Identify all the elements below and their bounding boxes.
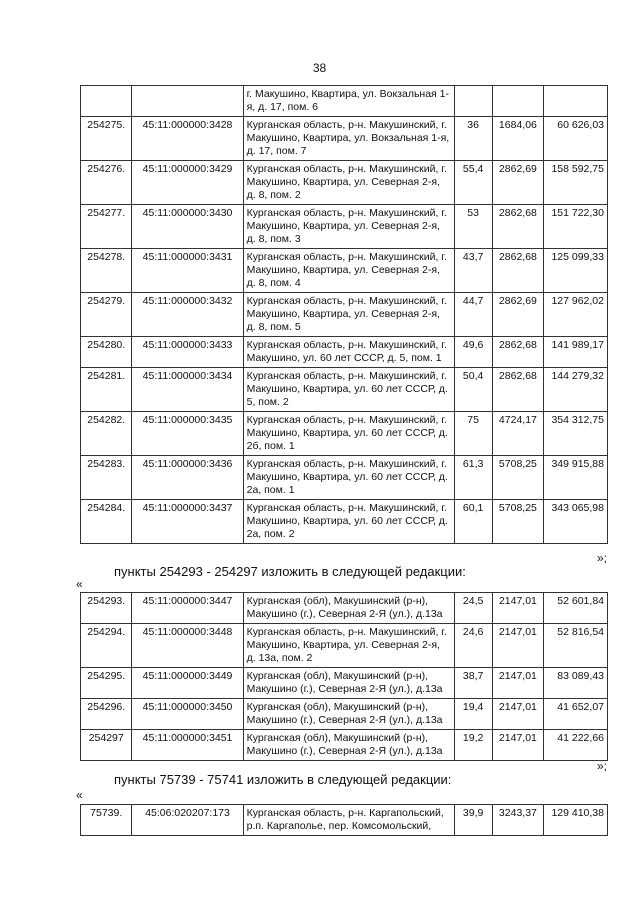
cadastral-number-cell: 45:11:000000:3450 — [132, 699, 243, 730]
cadastral-number-cell: 45:11:000000:3429 — [132, 161, 243, 205]
area-cell: 50,4 — [454, 368, 492, 412]
table-row — [81, 412, 608, 456]
area-cell: 38,7 — [454, 668, 492, 699]
amendment-paragraph: пункты 75739 - 75741 изложить в следующей редакции: — [114, 772, 452, 787]
cadastral-cost-cell: 125 099,33 — [544, 249, 608, 293]
unit-price-cell: 1684,06 — [492, 117, 543, 161]
row-number-cell: 254281. — [81, 368, 132, 412]
table-row — [81, 624, 608, 668]
address-cell: г. Макушино, Квартира, ул. Вокзальная 1-я, д. 17, пом. 6 — [243, 86, 454, 117]
address-cell: Курганская (обл), Макушинский (р-н), Макушино (г.), Северная 2-Я (ул.), д.13а — [243, 699, 454, 730]
page-number: 38 — [312, 61, 327, 75]
area-cell: 61,3 — [454, 456, 492, 500]
cadastral-number-cell: 45:11:000000:3435 — [132, 412, 243, 456]
table-row — [81, 456, 608, 500]
unit-price-cell: 4724,17 — [492, 412, 543, 456]
unit-price-cell: 2147,01 — [492, 730, 543, 761]
closing-quote: »; — [597, 551, 608, 565]
unit-price-cell — [492, 86, 543, 117]
row-number-cell: 254277. — [81, 205, 132, 249]
address-cell: Курганская область, р-н. Макушинский, г. Макушино, Квартира, ул. 60 лет СССР, д. 2а, пом. 1 — [243, 456, 454, 500]
area-cell: 44,7 — [454, 293, 492, 337]
row-number-cell: 254293. — [81, 593, 132, 624]
unit-price-cell: 3243,37 — [492, 805, 543, 836]
table-body — [81, 593, 608, 761]
address-cell: Курганская область, р-н. Макушинский, г. Макушино, Квартира, ул. Северная 2-я, д. 8, пом. 5 — [243, 293, 454, 337]
cadastral-cost-cell: 343 065,98 — [544, 500, 608, 544]
cadastral-number-cell: 45:11:000000:3449 — [132, 668, 243, 699]
cadastral-cost-cell: 129 410,38 — [544, 805, 608, 836]
cadastral-number-cell: 45:11:000000:3432 — [132, 293, 243, 337]
area-cell — [454, 86, 492, 117]
cadastral-cost-cell: 127 962,02 — [544, 293, 608, 337]
cadastral-cost-cell: 52 601,84 — [544, 593, 608, 624]
cadastral-cost-cell: 144 279,32 — [544, 368, 608, 412]
table-body — [81, 805, 608, 836]
cadastral-number-cell: 45:11:000000:3437 — [132, 500, 243, 544]
row-number-cell: 254279. — [81, 293, 132, 337]
cadastral-number-cell: 45:11:000000:3428 — [132, 117, 243, 161]
area-cell: 49,6 — [454, 337, 492, 368]
area-cell: 24,6 — [454, 624, 492, 668]
cadastral-number-cell: 45:11:000000:3431 — [132, 249, 243, 293]
registry-table-2 — [80, 592, 608, 761]
unit-price-cell: 2862,68 — [492, 337, 543, 368]
area-cell: 53 — [454, 205, 492, 249]
table-row — [81, 293, 608, 337]
table-row — [81, 593, 608, 624]
table-body — [81, 86, 608, 544]
table-row — [81, 86, 608, 117]
row-number-cell: 254282. — [81, 412, 132, 456]
cadastral-cost-cell: 141 989,17 — [544, 337, 608, 368]
unit-price-cell: 2862,69 — [492, 161, 543, 205]
row-number-cell: 254296. — [81, 699, 132, 730]
row-number-cell: 254283. — [81, 456, 132, 500]
row-number-cell: 254284. — [81, 500, 132, 544]
unit-price-cell: 2147,01 — [492, 668, 543, 699]
unit-price-cell: 2862,68 — [492, 249, 543, 293]
table-row — [81, 117, 608, 161]
closing-quote: »; — [597, 759, 608, 773]
address-cell: Курганская область, р-н. Макушинский, г. Макушино, Квартира, ул. 60 лет СССР, д. 2а, пом. 2 — [243, 500, 454, 544]
address-cell: Курганская область, р-н. Каргапольский, р.п. Каргаполье, пер. Комсомольский, — [243, 805, 454, 836]
cadastral-number-cell: 45:11:000000:3447 — [132, 593, 243, 624]
unit-price-cell: 2147,01 — [492, 624, 543, 668]
address-cell: Курганская область, р-н. Макушинский, г. Макушино, ул. 60 лет СССР, д. 5, пом. 1 — [243, 337, 454, 368]
opening-quote: « — [76, 788, 83, 802]
cadastral-cost-cell: 151 722,30 — [544, 205, 608, 249]
unit-price-cell: 2147,01 — [492, 699, 543, 730]
row-number-cell: 254275. — [81, 117, 132, 161]
row-number-cell: 254280. — [81, 337, 132, 368]
cadastral-cost-cell: 158 592,75 — [544, 161, 608, 205]
table-row — [81, 368, 608, 412]
address-cell: Курганская область, р-н. Макушинский, г. Макушино, Квартира, ул. Северная 2-я, д. 8, пом. 4 — [243, 249, 454, 293]
cadastral-cost-cell — [544, 86, 608, 117]
row-number-cell — [81, 86, 132, 117]
table-row — [81, 337, 608, 368]
address-cell: Курганская область, р-н. Макушинский, г. Макушино, Квартира, ул. 60 лет СССР, д. 5, пом. 2 — [243, 368, 454, 412]
address-cell: Курганская (обл), Макушинский (р-н), Макушино (г.), Северная 2-Я (ул.), д.13а — [243, 668, 454, 699]
row-number-cell: 254278. — [81, 249, 132, 293]
address-cell: Курганская область, р-н. Макушинский, г. Макушино, Квартира, ул. Северная 2-я, д. 8, пом. 2 — [243, 161, 454, 205]
row-number-cell: 254294. — [81, 624, 132, 668]
cadastral-cost-cell: 41 652,07 — [544, 699, 608, 730]
cadastral-number-cell: 45:11:000000:3436 — [132, 456, 243, 500]
row-number-cell: 75739. — [81, 805, 132, 836]
unit-price-cell: 2147,01 — [492, 593, 543, 624]
unit-price-cell: 2862,68 — [492, 368, 543, 412]
area-cell: 75 — [454, 412, 492, 456]
area-cell: 60,1 — [454, 500, 492, 544]
table-row — [81, 205, 608, 249]
cadastral-number-cell: 45:06:020207:173 — [132, 805, 243, 836]
cadastral-number-cell: 45:11:000000:3434 — [132, 368, 243, 412]
table-row — [81, 668, 608, 699]
cadastral-cost-cell: 60 626,03 — [544, 117, 608, 161]
unit-price-cell: 2862,68 — [492, 205, 543, 249]
cadastral-cost-cell: 52 816,54 — [544, 624, 608, 668]
address-cell: Курганская (обл), Макушинский (р-н), Макушино (г.), Северная 2-Я (ул.), д.13а — [243, 593, 454, 624]
unit-price-cell: 5708,25 — [492, 456, 543, 500]
cadastral-cost-cell: 41 222,66 — [544, 730, 608, 761]
cadastral-cost-cell: 349 915,88 — [544, 456, 608, 500]
address-cell: Курганская область, р-н. Макушинский, г. Макушино, Квартира, ул. Вокзальная 1-я, д. 17, пом. 7 — [243, 117, 454, 161]
cadastral-cost-cell: 354 312,75 — [544, 412, 608, 456]
unit-price-cell: 2862,69 — [492, 293, 543, 337]
unit-price-cell: 5708,25 — [492, 500, 543, 544]
address-cell: Курганская область, р-н. Макушинский, г. Макушино, Квартира, ул. Северная 2-я, д. 8, пом. 3 — [243, 205, 454, 249]
area-cell: 39,9 — [454, 805, 492, 836]
opening-quote: « — [76, 577, 83, 591]
cadastral-number-cell: 45:11:000000:3448 — [132, 624, 243, 668]
registry-table-3 — [80, 804, 608, 836]
cadastral-number-cell: 45:11:000000:3451 — [132, 730, 243, 761]
table-row — [81, 730, 608, 761]
cadastral-number-cell — [132, 86, 243, 117]
row-number-cell: 254297 — [81, 730, 132, 761]
amendment-paragraph: пункты 254293 - 254297 изложить в следующей редакции: — [114, 564, 466, 579]
registry-table-1 — [80, 85, 608, 544]
table-row — [81, 699, 608, 730]
area-cell: 36 — [454, 117, 492, 161]
table-row — [81, 161, 608, 205]
area-cell: 43,7 — [454, 249, 492, 293]
row-number-cell: 254295. — [81, 668, 132, 699]
table-row — [81, 249, 608, 293]
area-cell: 19,4 — [454, 699, 492, 730]
cadastral-number-cell: 45:11:000000:3433 — [132, 337, 243, 368]
address-cell: Курганская область, р-н. Макушинский, г. Макушино, Квартира, ул. Северная 2-я, д. 13а, пом. 2 — [243, 624, 454, 668]
area-cell: 55,4 — [454, 161, 492, 205]
address-cell: Курганская область, р-н. Макушинский, г. Макушино, Квартира, ул. 60 лет СССР, д. 2б, пом. 1 — [243, 412, 454, 456]
table-row — [81, 500, 608, 544]
cadastral-cost-cell: 83 089,43 — [544, 668, 608, 699]
area-cell: 24,5 — [454, 593, 492, 624]
address-cell: Курганская (обл), Макушинский (р-н), Макушино (г.), Северная 2-Я (ул.), д.13а — [243, 730, 454, 761]
area-cell: 19,2 — [454, 730, 492, 761]
row-number-cell: 254276. — [81, 161, 132, 205]
table-row — [81, 805, 608, 836]
cadastral-number-cell: 45:11:000000:3430 — [132, 205, 243, 249]
